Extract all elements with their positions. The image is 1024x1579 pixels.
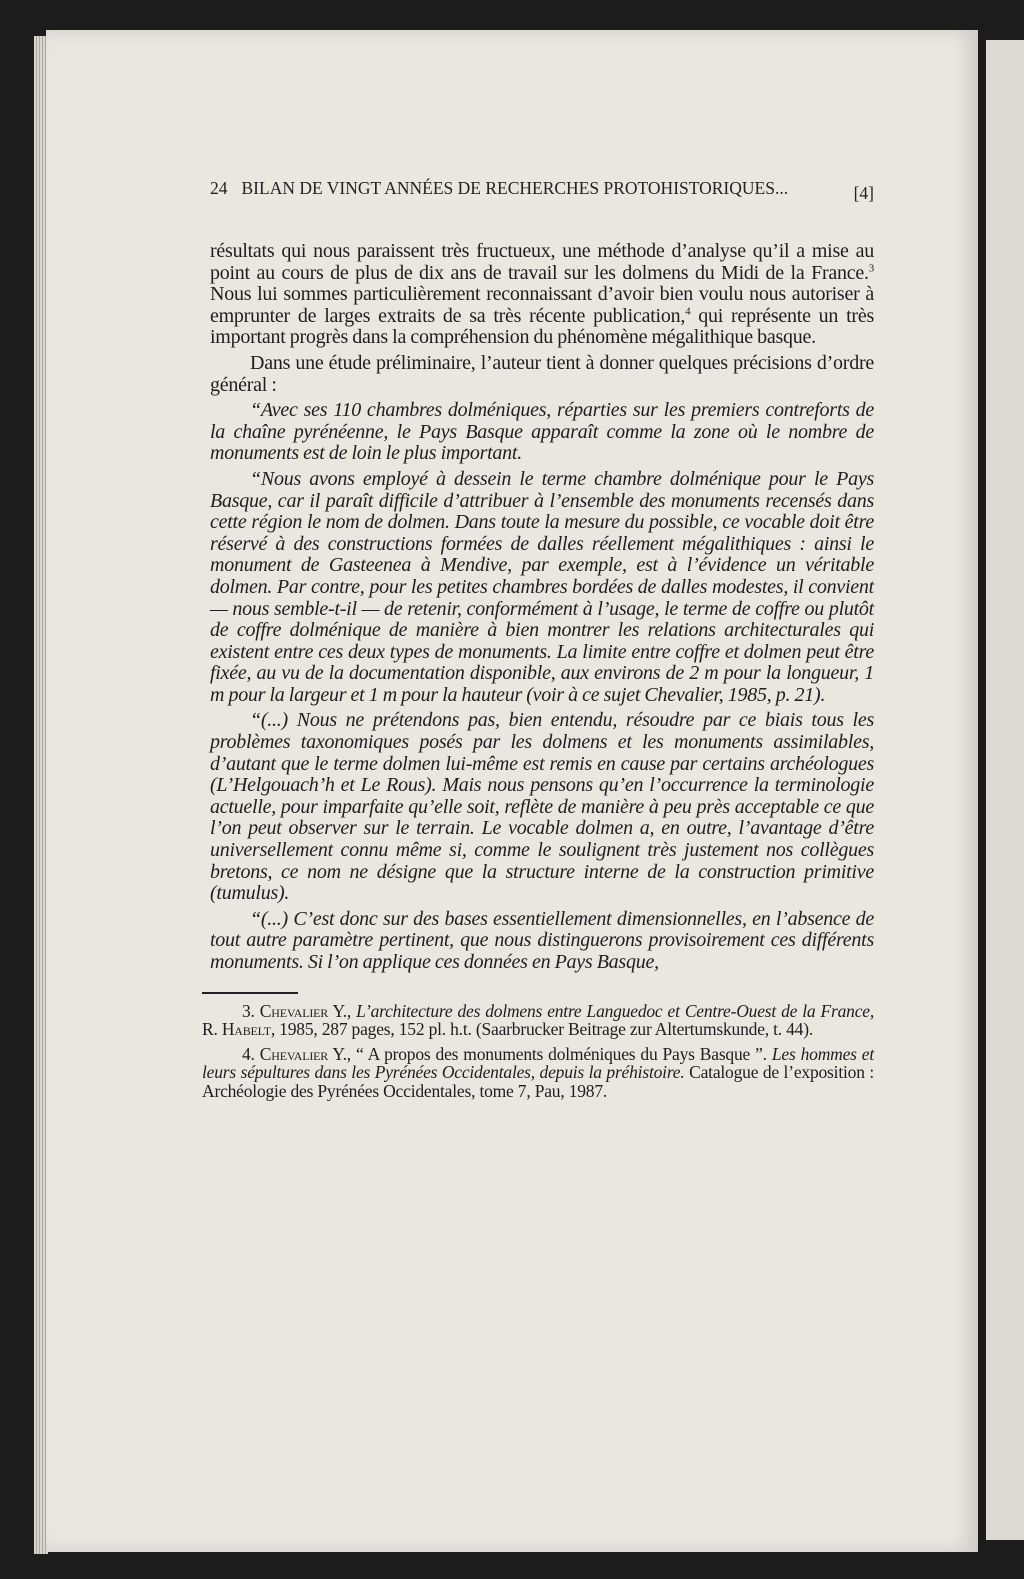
footnotes [202,1002,874,1101]
text: résultats qui nous paraissent très fructueux, une méthode d’analyse qu’il a mise au point au cours de plus de dix ans de travail sur les dolmens du Midi de la France. [210,240,874,284]
footnote-book-title: Les hommes et leurs sépultures dans les Pyrénées Occidentales, depuis la préhistoire. [202,1043,874,1083]
footnote-4 [202,1045,874,1101]
footnote-title: “ A propos des monuments dolméniques du Pays Basque ”. [350,1043,772,1064]
running-header [210,178,874,203]
text: Nous lui sommes particulièrement reconnaissant d’avoir bien voulu nous autoriser à emprunter de larges extraits de sa très récente publication, [210,283,874,327]
footnote-title: L’architecture des dolmens entre Languedoc et Centre-Ouest de la France, [351,1000,875,1021]
body-text [210,241,874,974]
footnote-number: 3. [242,1000,260,1021]
footnote-author: Chevalier Y., [259,1043,351,1064]
paragraph: Dans une étude préliminaire, l’auteur tient à donner quelques précisions d’ordre général : [210,351,874,396]
page-number: 24 [210,178,228,198]
section-ref: [4] [853,183,874,203]
quote-paragraph: “(...) Nous ne prétendons pas, bien entendu, résoudre par ce biais tous les problèmes taxonomiques posés par les dolmens et les monuments assimilables, d’autant que le terme dolmen lui-même est remis en cause par certains archéologues (L’Helgouach’h et Le Rous). Mais nous pensons qu’en l’occurrence la terminologie actuelle, pour imparfaite qu’elle soit, reflète de manière à peu près acceptable ce que l’on peut observer sur le terrain. Le vocable dolmen a, en outre, l’avantage d’être universellement connu même si, comme le soulignent très justement nos collègues bretons, ce nom ne désigne que la structure interne de la construction primitive (tumulus). [210,709,874,905]
footnote-ref[interactable]: 3 [868,261,874,274]
footnote-rule [202,992,298,994]
text: qui représente un très important progrès dans la compréhension du phénomène mégalithique basque. [210,304,874,349]
quote-paragraph: “(...) C’est donc sur des bases essentiellement dimensionnelles, en l’absence de tout autre paramètre pertinent, que nous distinguerons provisoirement ces différents monuments. Si l’on applique ces données en Pays Basque, [210,907,874,973]
running-title: BILAN DE VINGT ANNÉES DE RECHERCHES PROTOHISTORIQUES... [241,178,789,198]
quote-paragraph: “Nous avons employé à dessein le terme chambre dolménique pour le Pays Basque, car il paraît difficile d’attribuer à l’ensemble des monuments recensés dans cette région le nom de dolmen. Dans toute la mesure du possible, ce vocable doit être réservé à des constructions formées de dalles réellement mégalithiques : ainsi le monument de Gasteenea à Mendive, par exemple, est à l’évidence un véritable dolmen. Par contre, pour les petites chambres bordées de dalles modestes, il convient — nous semble-t-il — de retenir, conformément à l’usage, le terme de coffre ou plutôt de coffre dolménique de manière à bien montrer les relations architecturales qui existent entre ces deux types de monuments. La limite entre coffre et dolmen peut être fixée, au vu de la documentation disponible, aux environs de 2 m pour la longueur, 1 m pour la largeur et 1 m pour la hauteur (voir à ce sujet Chevalier, 1985, p. 21). [210,467,874,706]
page-content [202,178,875,1106]
footnote-text: 1985, 287 pages, 152 pl. h.t. (Saarbrucker Beitrage zur Altertumskunde, t. 44). [275,1019,814,1040]
footnote-author: Chevalier Y., [259,1000,352,1021]
footnote-text: Catalogue de l’exposition : Archéologie des Pyrénées Occidentales, tome 7, Pau, 1987. [202,1062,874,1101]
paragraph [210,241,874,349]
footnote-ref[interactable]: 4 [685,305,691,318]
footnote-3 [202,1002,874,1039]
facing-page-edge [986,40,1024,1540]
quote-paragraph: “Avec ses 110 chambres dolméniques, réparties sur les premiers contreforts de la chaîne pyrénéenne, le Pays Basque apparaît comme la zone où le nombre de monuments est de loin le plus important. [210,399,874,465]
footnote-publisher: R. Habelt, [202,1019,275,1040]
footnote-number: 4. [242,1043,260,1064]
